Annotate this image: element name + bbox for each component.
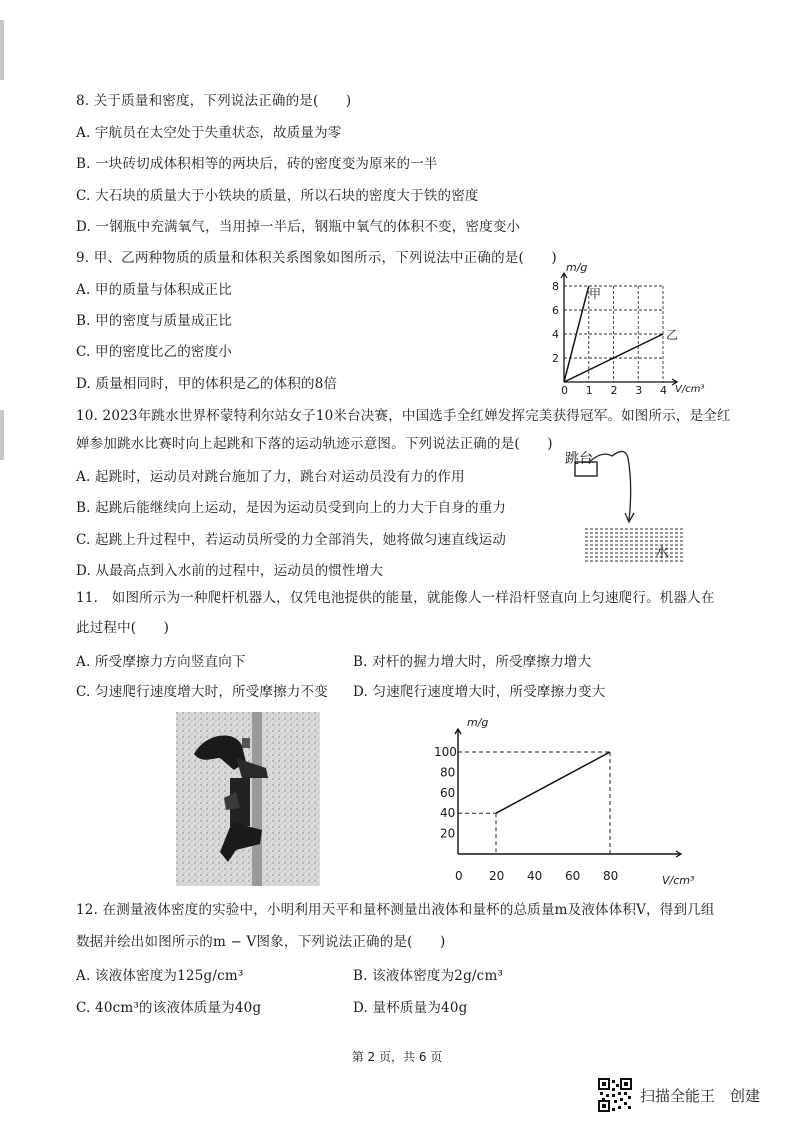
chart1-series-label-jia: 甲 bbox=[589, 287, 602, 301]
chart2-x-tick-label: 20 bbox=[489, 869, 505, 883]
diving-trajectory-diagram bbox=[560, 440, 700, 570]
chart1-x-tick-label: 0 bbox=[561, 384, 568, 397]
chart2-y-tick-label: 60 bbox=[440, 785, 456, 800]
chart2-y-tick-label: 20 bbox=[440, 826, 456, 841]
climbing-robot-photo bbox=[176, 712, 320, 886]
scanner-label: 扫描全能王 创建 bbox=[640, 1086, 761, 1105]
q8-option-c: C. 大石块的质量大于小铁块的质量，所以石块的密度大于铁的密度 bbox=[76, 188, 479, 204]
chart1-series-label-yi: 乙 bbox=[666, 328, 679, 342]
q8-option-d: D. 一钢瓶中充满氧气，当用掉一半后，钢瓶中氧气的体积不变，密度变小 bbox=[76, 219, 521, 235]
chart2-x-axis-label: V/cm³ bbox=[662, 874, 695, 887]
chart2-y-tick-label: 100 bbox=[434, 745, 457, 759]
q11-option-d: D. 匀速爬行速度增大时，所受摩擦力变大 bbox=[353, 684, 606, 700]
chart2-x-tick-label: 0 bbox=[455, 869, 463, 883]
q8-stem: 8. 关于质量和密度，下列说法正确的是( ) bbox=[76, 93, 352, 109]
q8-option-a: A. 宇航员在太空处于失重状态，故质量为零 bbox=[76, 125, 342, 141]
chart2-x-tick-label: 40 bbox=[527, 869, 543, 883]
chart1-y-axis-label: m/g bbox=[566, 261, 588, 274]
chart2-x-tick-label: 80 bbox=[603, 869, 619, 883]
chart1-y-tick-label: 2 bbox=[552, 352, 559, 365]
q10-option-d: D. 从最高点到入水前的过程中，运动员的惯性增大 bbox=[76, 563, 384, 579]
scanner-watermark bbox=[598, 1078, 760, 1112]
q11-option-b: B. 对杆的握力增大时，所受摩擦力增大 bbox=[353, 654, 592, 670]
q10-stem-line1: 10. 2023年跳水世界杯蒙特利尔站女子10米台决赛，中国选手全红婵发挥完美获得冠军。如图所示，是全红 bbox=[76, 408, 731, 424]
q8-option-b: B. 一块砖切成体积相等的两块后，砖的密度变为原来的一半 bbox=[76, 156, 438, 172]
scan-edge-mark bbox=[0, 410, 4, 460]
q12-option-a: A. 该液体密度为125g/cm³ bbox=[76, 968, 244, 984]
q10-option-a: A. 起跳时，运动员对跳台施加了力，跳台对运动员没有力的作用 bbox=[76, 469, 465, 485]
water-pool bbox=[583, 526, 688, 562]
chart2-y-axis-label: m/g bbox=[467, 716, 489, 729]
q11-option-a: A. 所受摩擦力方向竖直向下 bbox=[76, 654, 246, 670]
q10-option-b: B. 起跳后能继续向上运动，是因为运动员受到向上的力大于自身的重力 bbox=[76, 500, 507, 516]
q9-stem: 9. 甲、乙两种物质的质量和体积关系图象如图所示，下列说法中正确的是( ) bbox=[76, 250, 557, 266]
qr-code-icon bbox=[598, 1078, 632, 1112]
q9-option-a: A. 甲的质量与体积成正比 bbox=[76, 282, 232, 298]
q9-option-c: C. 甲的密度比乙的密度小 bbox=[76, 344, 233, 360]
chart2-x-tick-label: 60 bbox=[565, 869, 581, 883]
q12-option-b: B. 该液体密度为2g/cm³ bbox=[353, 968, 504, 984]
chart1-y-tick-label: 6 bbox=[552, 304, 559, 317]
page-number: 第 2 页，共 6 页 bbox=[351, 1050, 443, 1064]
water-label: 水 bbox=[655, 545, 669, 561]
chart1-y-tick-label: 4 bbox=[552, 328, 559, 341]
q12-stem-line2: 数据并绘出如图所示的m − V图象，下列说法正确的是( ) bbox=[76, 934, 446, 950]
q11-option-c: C. 匀速爬行速度增大时，所受摩擦力不变 bbox=[76, 684, 328, 700]
q11-stem-line2: 此过程中( ) bbox=[76, 620, 170, 636]
q12-option-d: D. 量杯质量为40g bbox=[353, 1000, 468, 1016]
mass-volume-chart-q12 bbox=[425, 712, 705, 888]
chart1-y-tick-label: 8 bbox=[552, 280, 559, 293]
chart2-y-tick-label: 40 bbox=[440, 806, 456, 821]
mass-volume-chart-q9 bbox=[540, 254, 705, 400]
chart1-x-tick-label: 2 bbox=[610, 384, 618, 397]
q12-option-c: C. 40cm³的该液体质量为40g bbox=[76, 1000, 262, 1016]
chart1-x-tick-label: 4 bbox=[660, 384, 667, 397]
q9-option-d: D. 质量相同时，甲的体积是乙的体积的8倍 bbox=[76, 376, 338, 392]
q12-stem-line1: 12. 在测量液体密度的实验中，小明利用天平和量杯测量出液体和量杯的总质量m及液体体积V，得到几组 bbox=[76, 902, 715, 918]
chart2-series-line bbox=[496, 752, 610, 813]
scan-edge-mark bbox=[0, 20, 4, 80]
chart1-x-tick-label: 3 bbox=[635, 384, 643, 397]
chart1-x-axis-label: V/cm³ bbox=[675, 384, 705, 395]
chart2-y-tick-label: 80 bbox=[440, 765, 456, 780]
platform-label: 跳台 bbox=[565, 451, 593, 467]
chart1-x-tick-label: 1 bbox=[585, 384, 593, 397]
q10-stem-line2: 婵参加跳水比赛时向上起跳和下落的运动轨迹示意图。下列说法正确的是( ) bbox=[76, 436, 553, 452]
q10-option-c: C. 起跳上升过程中，若运动员所受的力全部消失，她将做匀速直线运动 bbox=[76, 532, 507, 548]
q11-stem-line1: 11. 如图所示为一种爬杆机器人，仅凭电池提供的能量，就能像人一样沿杆竖直向上匀速爬行。机器人在 bbox=[76, 590, 715, 606]
q9-option-b: B. 甲的密度与质量成正比 bbox=[76, 313, 233, 329]
